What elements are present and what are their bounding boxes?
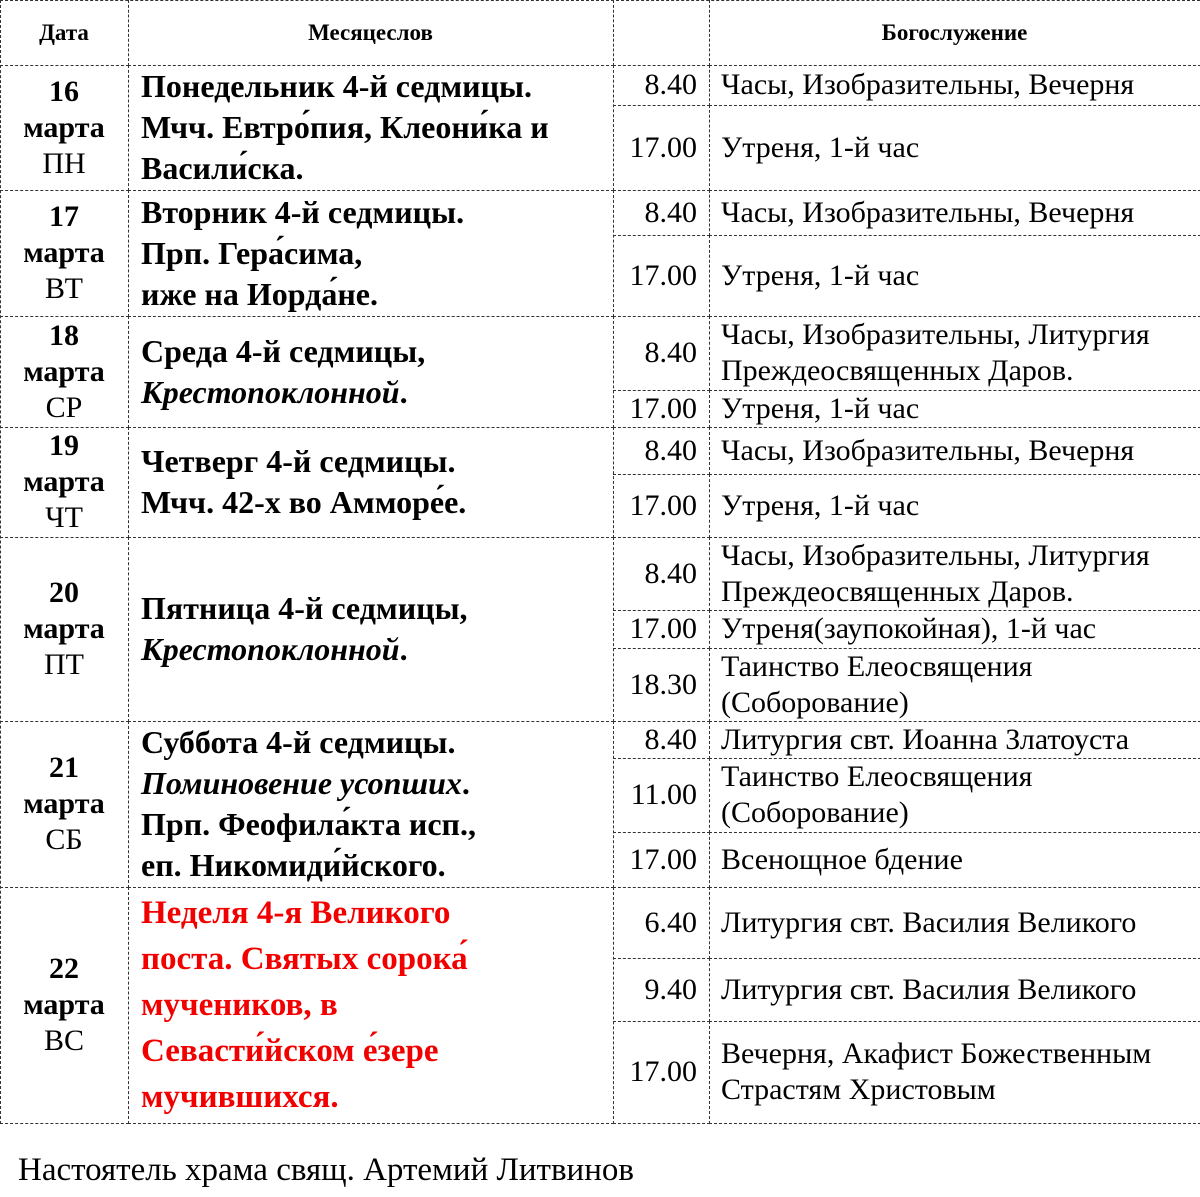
service-name: Таинство Елеосвящения: [721, 649, 1033, 683]
date-cell: [0, 721, 129, 888]
menologion-cell: [128, 887, 614, 1124]
month-name: марта: [23, 354, 105, 388]
month-name: марта: [23, 110, 105, 144]
day-number: 16: [49, 74, 79, 108]
service-time: 8.40: [644, 433, 697, 467]
service-name: Часы, Изобразительны, Литургия: [721, 538, 1150, 572]
service-name: Утреня, 1-й час: [721, 488, 920, 522]
service-time-cell: [613, 610, 710, 649]
service-time: 8.40: [644, 722, 697, 756]
service-time: 17.00: [629, 1055, 697, 1088]
month-name: марта: [23, 236, 105, 269]
menologion-text: Четверг 4-й седмицы.: [141, 443, 456, 479]
service-name-cell: [709, 390, 1200, 428]
menologion-cell: [128, 65, 614, 191]
header-service-label: Богослужение: [881, 19, 1028, 45]
header-date-label: Дата: [39, 19, 89, 45]
service-name: Литургия свт. Василия Великого: [721, 905, 1137, 939]
service-name-cell: [709, 537, 1200, 611]
day-number: 18: [49, 318, 79, 352]
service-time-cell: [613, 887, 710, 959]
date-cell: [0, 887, 129, 1124]
date-cell: [0, 537, 129, 722]
service-name: Преждеосвященных Даров.: [721, 574, 1074, 608]
service-time: 8.40: [644, 195, 697, 229]
menologion-text: Среда 4-й седмицы,: [141, 332, 426, 369]
service-time-cell: [613, 316, 710, 391]
day-number: 22: [49, 952, 79, 985]
service-time: 8.40: [644, 336, 697, 369]
menologion-line: [141, 482, 613, 523]
menologion-line: [141, 331, 613, 372]
service-name: Вечерня, Акафист Божественным: [721, 1037, 1152, 1070]
weekday: ВС: [43, 1024, 85, 1057]
service-name: (Соборование): [721, 796, 909, 829]
weekday: СБ: [45, 823, 83, 856]
weekday: СР: [45, 390, 83, 424]
service-name: Часы, Изобразительны, Вечерня: [721, 433, 1135, 467]
service-time: 17.00: [629, 258, 697, 292]
menologion-text: иже на Иорда́не.: [141, 275, 378, 312]
service-name: Страстям Христовым: [721, 1073, 996, 1106]
date-cell: [0, 65, 129, 191]
weekday: ПН: [42, 146, 86, 180]
service-name-cell: [709, 887, 1200, 959]
service-name: Таинство Елеосвящения: [721, 760, 1033, 793]
service-time-cell: [613, 648, 710, 722]
service-time-cell: [613, 190, 710, 236]
service-name-cell: [709, 235, 1200, 317]
date-cell: [0, 316, 129, 428]
weekday: ЧТ: [45, 501, 83, 534]
month-name: марта: [23, 988, 105, 1021]
menologion-cell: [128, 721, 614, 888]
menologion-text: .: [399, 373, 408, 410]
service-name-cell: [709, 832, 1200, 888]
date-cell: [0, 427, 129, 538]
service-time-cell: [613, 390, 710, 428]
menologion-line: [141, 192, 613, 233]
service-time: 8.40: [644, 556, 697, 590]
service-name: Утреня, 1-й час: [721, 130, 920, 164]
header-menologion: [128, 0, 614, 66]
service-name: Часы, Изобразительны, Литургия: [721, 318, 1150, 351]
service-name: Утреня, 1-й час: [721, 391, 920, 425]
service-time: 17.00: [629, 488, 697, 522]
service-time: 17.00: [629, 130, 697, 164]
service-time: 17.00: [629, 842, 697, 876]
menologion-text: Крестопоклонной: [141, 373, 400, 410]
menologion-text: Неделя 4-я Великого: [141, 895, 451, 931]
day-number: 19: [49, 429, 79, 462]
service-name-cell: [709, 427, 1200, 475]
month-name: марта: [23, 787, 105, 820]
menologion-line: [141, 629, 613, 670]
menologion-text: Мчч. 42-х во Амморе́е.: [141, 484, 467, 520]
menologion-text: Суббота 4-й седмицы.: [141, 724, 456, 760]
menologion-line: [141, 107, 613, 148]
menologion-cell: [128, 316, 614, 428]
menologion-text: Поминовение усопших: [141, 765, 462, 801]
service-time: 18.30: [629, 667, 697, 701]
menologion-text: мучеников, в: [141, 987, 338, 1023]
menologion-text: .: [399, 631, 408, 667]
menologion-text: Крестопоклонной: [141, 631, 400, 667]
header-service: [709, 0, 1200, 66]
menologion-text: Мчч. Евтро́пия, Клеони́ка и: [141, 109, 549, 145]
menologion-line: [141, 372, 613, 413]
service-time-cell: [613, 427, 710, 475]
date-cell: [0, 190, 129, 317]
menologion-text: Васили́ска.: [141, 150, 304, 186]
menologion-text: мучившихся.: [141, 1079, 339, 1115]
menologion-text: Прп. Феофила́кта исп.,: [141, 806, 476, 842]
service-name: Литургия свт. Иоанна Златоуста: [721, 722, 1130, 756]
menologion-line: [141, 804, 613, 845]
menologion-cell: [128, 537, 614, 722]
service-name-cell: [709, 648, 1200, 722]
service-time: 8.40: [644, 68, 697, 101]
service-name: (Соборование): [721, 685, 909, 719]
menologion-line: [141, 66, 613, 107]
menologion-line: [141, 982, 613, 1028]
menologion-line: [141, 845, 613, 886]
service-name: Утреня(заупокойная), 1-й час: [721, 612, 1097, 645]
menologion-line: [141, 274, 613, 315]
menologion-line: [141, 441, 613, 482]
service-name: Часы, Изобразительны, Вечерня: [721, 68, 1135, 101]
weekday: ПТ: [44, 648, 84, 681]
menologion-text: Севасти́йском е́зере: [141, 1033, 439, 1069]
service-time-cell: [613, 105, 710, 191]
service-name-cell: [709, 610, 1200, 649]
service-time-cell: [613, 758, 710, 833]
month-name: марта: [23, 465, 105, 498]
service-name-cell: [709, 474, 1200, 538]
menologion-line: [141, 588, 613, 629]
service-name-cell: [709, 1021, 1200, 1124]
header-date: [0, 0, 129, 66]
service-time-cell: [613, 721, 710, 759]
service-time-cell: [613, 1021, 710, 1124]
menologion-line: [141, 890, 613, 936]
menologion-text: Понедельник 4-й седмицы.: [141, 68, 532, 104]
menologion-cell: [128, 190, 614, 317]
service-name-cell: [709, 190, 1200, 236]
menologion-cell: [128, 427, 614, 538]
menologion-text: Прп. Гера́сима,: [141, 234, 363, 271]
service-time-cell: [613, 537, 710, 611]
header-menologion-label: Месяцеслов: [308, 19, 433, 45]
menologion-text: поста. Святых сорока́: [141, 941, 468, 977]
service-name: Утреня, 1-й час: [721, 258, 920, 292]
service-time: 11.00: [630, 778, 697, 811]
service-name-cell: [709, 958, 1200, 1022]
service-time: 17.00: [629, 612, 697, 645]
service-name: Преждеосвященных Даров.: [721, 354, 1074, 387]
menologion-line: [141, 936, 613, 982]
service-time-cell: [613, 832, 710, 888]
menologion-text: .: [461, 765, 470, 801]
service-name-cell: [709, 65, 1200, 106]
service-time-cell: [613, 958, 710, 1022]
service-name: Всенощное бдение: [721, 842, 963, 876]
service-name: Часы, Изобразительны, Вечерня: [721, 195, 1135, 229]
service-name-cell: [709, 105, 1200, 191]
service-name-cell: [709, 316, 1200, 391]
menologion-line: [141, 1028, 613, 1074]
weekday: ВТ: [45, 272, 83, 305]
service-name-cell: [709, 758, 1200, 833]
header-time: [613, 0, 710, 66]
service-time-cell: [613, 474, 710, 538]
menologion-text: еп. Никомиди́йского.: [141, 847, 446, 883]
service-time: 6.40: [644, 905, 697, 939]
day-number: 21: [49, 751, 79, 784]
month-name: марта: [23, 612, 105, 645]
day-number: 17: [49, 200, 79, 233]
day-number: 20: [49, 576, 79, 609]
service-name: Литургия свт. Василия Великого: [721, 972, 1137, 1006]
menologion-line: [141, 763, 613, 804]
service-time: 17.00: [629, 391, 697, 425]
menologion-text: Вторник 4-й седмицы.: [141, 193, 465, 230]
menologion-line: [141, 233, 613, 274]
service-time-cell: [613, 65, 710, 106]
menologion-line: [141, 722, 613, 763]
menologion-text: Пятница 4-й седмицы,: [141, 590, 468, 626]
service-time: 9.40: [644, 972, 697, 1006]
service-time-cell: [613, 235, 710, 317]
menologion-line: [141, 1074, 613, 1120]
service-name-cell: [709, 721, 1200, 759]
menologion-line: [141, 148, 613, 189]
rector-signature-line: Настоятель храма свящ. Артемий Литвинов: [18, 1152, 634, 1188]
